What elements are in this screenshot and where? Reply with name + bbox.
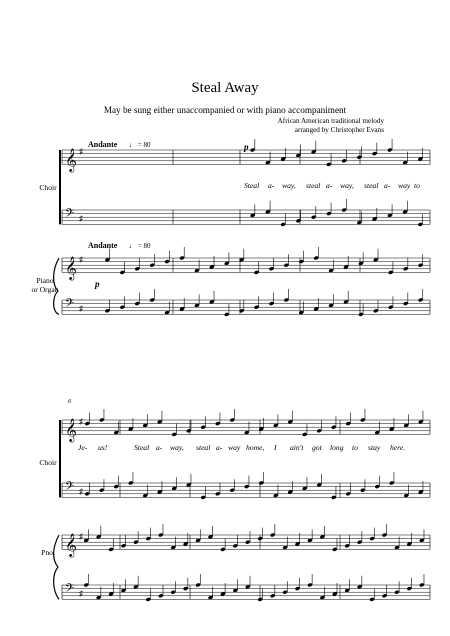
key-signature-sharp-icon: ♯ xyxy=(79,214,83,223)
key-signature-sharp-icon: ♯ xyxy=(79,255,83,264)
metronome-mark-choir: ♩ = 80 xyxy=(129,141,151,149)
lyric-syllable: way, xyxy=(170,443,184,452)
lyric-syllable: way, xyxy=(340,181,354,190)
lyric-syllable: steal xyxy=(364,181,379,190)
credit-arranger: arranged by Christopher Evans xyxy=(294,126,384,134)
treble-clef-icon: 𝄞 xyxy=(65,255,77,280)
lyric-syllable: Steal xyxy=(134,443,150,452)
metronome-mark-piano: ♩ = 80 xyxy=(129,242,151,250)
lyrics-line-2 xyxy=(78,443,405,452)
lyric-syllable: Je- xyxy=(78,443,88,452)
lyrics-line-1 xyxy=(244,181,420,190)
staff-label-choir-1: Choir xyxy=(39,183,57,192)
dynamic-piano-choir: p xyxy=(244,142,249,152)
lyric-syllable: ain't xyxy=(290,443,304,452)
key-signature-sharp-icon: ♯ xyxy=(79,487,83,496)
lyric-syllable: steal xyxy=(196,443,211,452)
staff-label-pno: Pno. xyxy=(41,548,55,557)
lyric-syllable: to xyxy=(352,443,358,452)
key-signature-sharp-icon: ♯ xyxy=(79,532,83,541)
lyric-syllable: way xyxy=(228,443,241,452)
lyric-syllable: Steal xyxy=(244,181,260,190)
lyric-syllable: a- xyxy=(268,181,275,190)
lyric-syllable: to xyxy=(414,181,420,190)
lyric-syllable: steal xyxy=(306,181,321,190)
lyric-syllable: long xyxy=(330,443,344,452)
dynamic-piano-piano: p xyxy=(95,279,100,289)
key-signature-sharp-icon: ♯ xyxy=(79,589,83,598)
lyric-syllable: way, xyxy=(282,181,296,190)
lyric-syllable: a- xyxy=(384,181,391,190)
bass-clef-icon: 𝄢 xyxy=(65,480,75,496)
bass-clef-icon: 𝄢 xyxy=(65,207,75,223)
bass-clef-icon: 𝄢 xyxy=(65,297,75,313)
piano-brace xyxy=(54,535,59,599)
staff-lines xyxy=(54,147,430,599)
key-signature-sharp-icon: ♯ xyxy=(79,147,83,156)
treble-clef-icon: 𝄞 xyxy=(65,532,77,557)
lyric-syllable: way xyxy=(398,181,411,190)
key-signature-sharp-icon: ♯ xyxy=(79,417,83,426)
lyric-syllable: stay xyxy=(368,443,381,452)
note-heads xyxy=(83,139,424,602)
score-subtitle: May be sung either unaccompanied or with piano accompaniment xyxy=(103,105,347,115)
treble-clef-icon: 𝄞 xyxy=(65,417,77,442)
treble-clef-icon: 𝄞 xyxy=(65,147,77,172)
lyric-syllable: us! xyxy=(98,443,108,452)
lyric-syllable: a- xyxy=(156,443,163,452)
lyric-syllable: here. xyxy=(390,443,406,452)
staff-label-choir-2: Choir xyxy=(39,458,57,467)
credit-melody: African American traditional melody xyxy=(277,117,384,125)
lyric-syllable: a- xyxy=(326,181,333,190)
lyric-syllable: a- xyxy=(216,443,223,452)
lyric-syllable: home, xyxy=(246,443,265,452)
score-title: Steal Away xyxy=(191,80,259,96)
bass-clef-icon: 𝄢 xyxy=(65,582,75,598)
staff-label-piano: Piano xyxy=(36,276,54,285)
lyric-syllable: got xyxy=(312,443,322,452)
lyric-syllable: I xyxy=(274,443,277,452)
staff-label-organ: or Organ xyxy=(31,285,59,294)
measure-number: 6 xyxy=(68,399,71,405)
tempo-marking-piano: Andante xyxy=(88,241,118,250)
key-signature-sharp-icon: ♯ xyxy=(79,304,83,313)
tempo-marking-choir: Andante xyxy=(88,140,118,149)
